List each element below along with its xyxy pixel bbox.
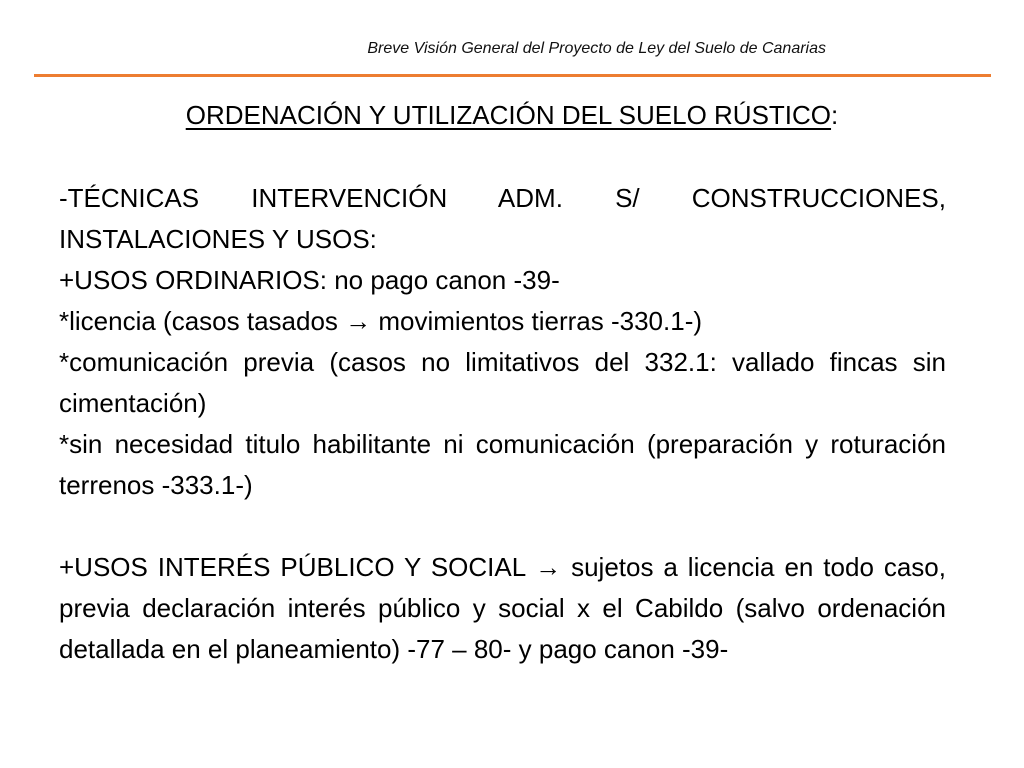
body-paragraph-comunicacion: *comunicación previa (casos no limitativos del 332.1: vallado fincas sin cimentación) <box>59 347 946 418</box>
slide-title <box>0 95 1024 135</box>
slide-body <box>59 178 946 670</box>
paragraph-spacer <box>59 506 946 547</box>
body-paragraph-sin-titulo: *sin necesidad titulo habilitante ni comunicación (preparación y roturación terrenos -333.1-) <box>59 429 946 500</box>
slide-header: Breve Visión General del Proyecto de Ley del Suelo de Canarias <box>367 40 826 57</box>
body-paragraph-techniques: -TÉCNICAS INTERVENCIÓN ADM. S/ CONSTRUCCIONES, INSTALACIONES Y USOS: <box>59 183 946 254</box>
body-paragraph-licencia: *licencia (casos tasados → movimientos tierras -330.1-) <box>59 306 703 336</box>
slide-title-text: ORDENACIÓN Y UTILIZACIÓN DEL SUELO RÚSTICO <box>185 100 832 130</box>
body-paragraph-ordinary-uses: +USOS ORDINARIOS: no pago canon -39- <box>59 265 560 295</box>
slide-title-colon: : <box>831 100 839 130</box>
header-divider <box>34 74 991 77</box>
body-paragraph-public-interest: +USOS INTERÉS PÚBLICO Y SOCIAL → sujetos a licencia en todo caso, previa declaración interés público y social x el Cabildo (salvo ordenación detallada en el planeamiento) -77 – 80- y pago canon -39- <box>59 552 946 664</box>
